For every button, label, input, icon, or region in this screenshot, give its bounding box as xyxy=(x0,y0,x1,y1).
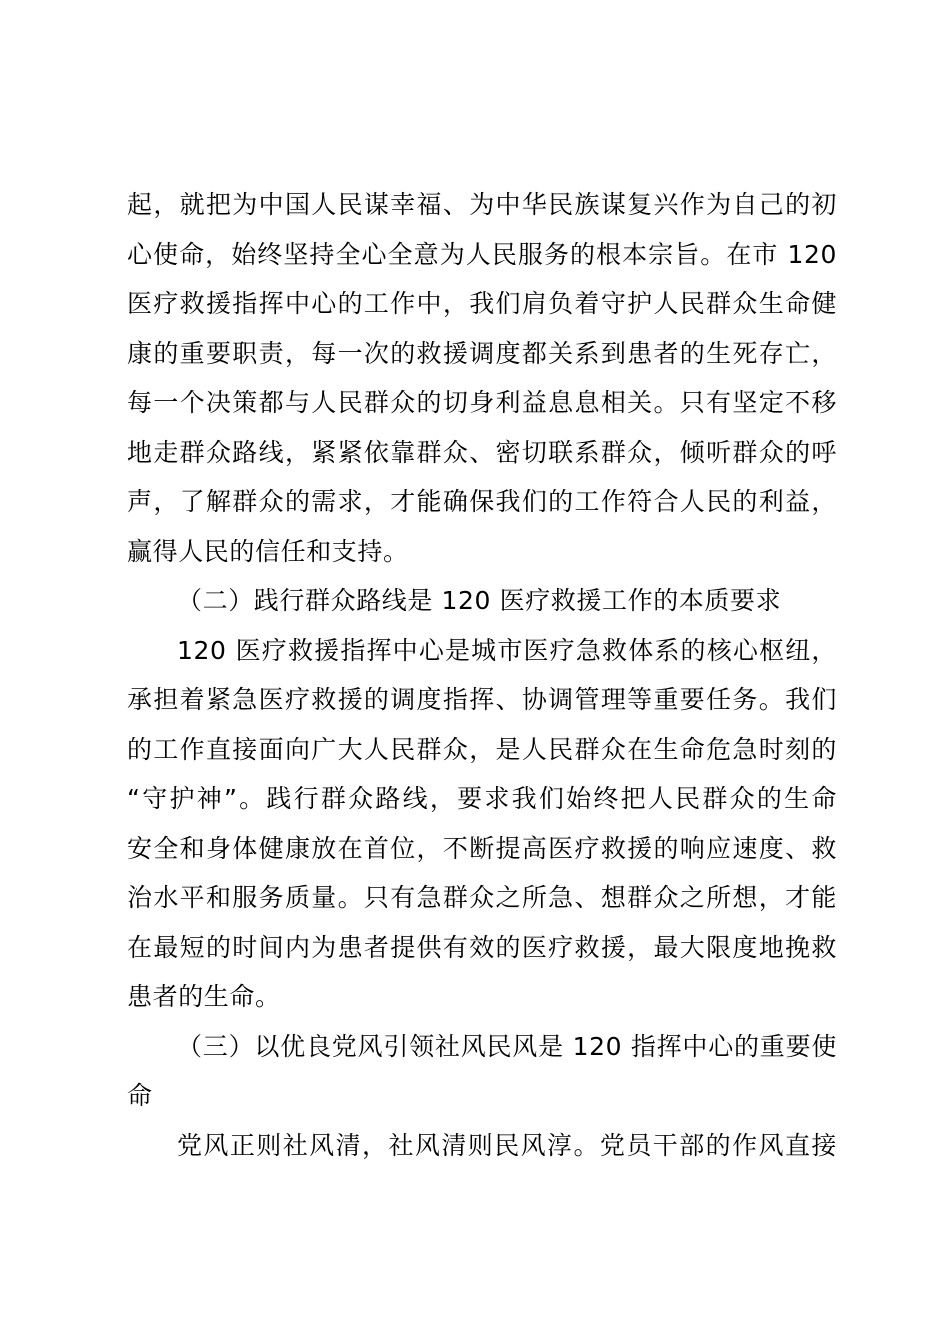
paragraph-line: “守护神”。践行群众路线，要求我们始终把人民群众的生命 xyxy=(127,784,837,813)
paragraph-line: 赢得人民的信任和支持。 xyxy=(127,536,409,566)
paragraph-line: 120 医疗救援指挥中心是城市医疗急救体系的核心枢纽， xyxy=(177,635,837,665)
paragraph-line: 党风正则社风清，社风清则民风淳。党员干部的作风直接 xyxy=(177,1130,837,1160)
paragraph-line: 康的重要职责，每一次的救援调度都关系到患者的生死存亡， xyxy=(127,338,837,368)
paragraph-line: 的工作直接面向广大人民群众，是人民群众在生命危急时刻的 xyxy=(127,734,837,764)
paragraph-line: 治水平和服务质量。只有急群众之所急、想群众之所想，才能 xyxy=(127,883,837,912)
section-heading: （二）践行群众路线是 120 医疗救援工作的本质要求 xyxy=(177,586,782,615)
paragraph-line: 声，了解群众的需求，才能确保我们的工作符合人民的利益， xyxy=(127,487,837,516)
body-text xyxy=(127,180,837,1170)
paragraph-line: 地走群众路线，紧紧依靠群众、密切联系群众，倾听群众的呼 xyxy=(127,437,837,467)
section-heading-continued: 命 xyxy=(127,1081,153,1110)
paragraph-line: 医疗救援指挥中心的工作中，我们肩负着守护人民群众生命健 xyxy=(127,289,837,318)
paragraph-line: 患者的生命。 xyxy=(127,982,281,1011)
paragraph-line: 每一个决策都与人民群众的切身利益息息相关。只有坚定不移 xyxy=(127,388,837,417)
paragraph-line: 安全和身体健康放在首位，不断提高医疗救援的响应速度、救 xyxy=(127,833,837,863)
paragraph-line: 在最短的时间内为患者提供有效的医疗救援，最大限度地挽救 xyxy=(127,932,837,962)
paragraph-line: 承担着紧急医疗救援的调度指挥、协调管理等重要任务。我们 xyxy=(127,685,837,714)
paragraph-line: 心使命，始终坚持全心全意为人民服务的根本宗旨。在市 120 xyxy=(127,239,837,269)
section-heading: （三）以优良党风引领社风民风是 120 指挥中心的重要使 xyxy=(177,1031,837,1061)
paragraph-line: 起，就把为中国人民谋幸福、为中华民族谋复兴作为自己的初 xyxy=(127,190,837,219)
